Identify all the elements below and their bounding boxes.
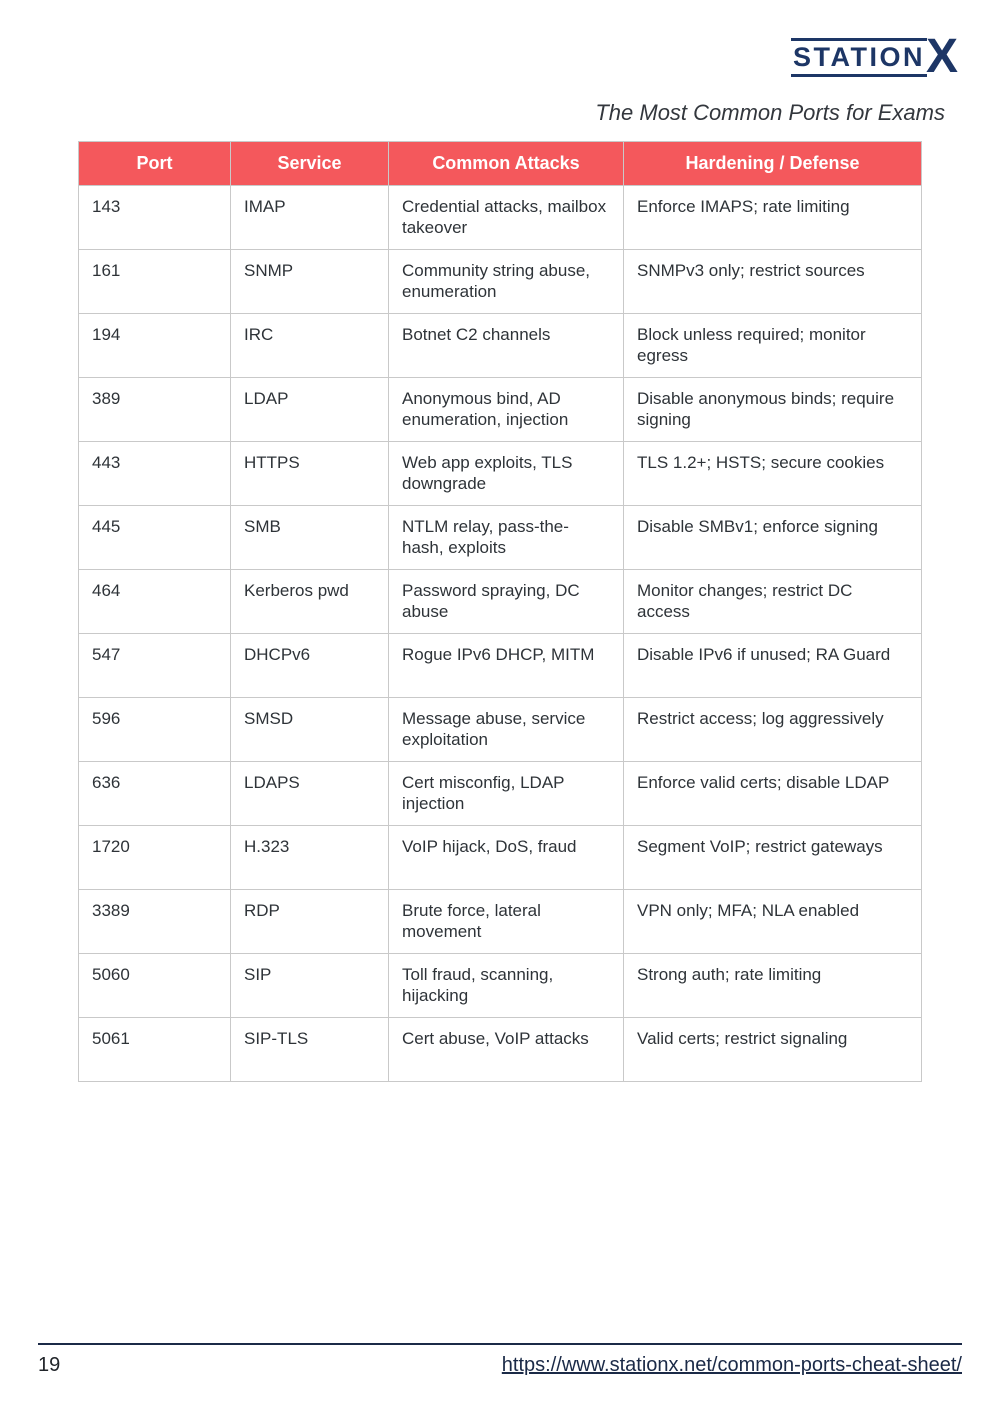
port-cell: 3389: [79, 890, 231, 954]
port-cell: 596: [79, 698, 231, 762]
service-cell: RDP: [231, 890, 389, 954]
attacks-cell: Rogue IPv6 DHCP, MITM: [389, 634, 624, 698]
table-row: [79, 314, 922, 378]
attacks-cell: Anonymous bind, AD enumeration, injection: [389, 378, 624, 442]
page-title: The Most Common Ports for Exams: [595, 100, 945, 125]
port-cell: 464: [79, 570, 231, 634]
attacks-cell: Cert misconfig, LDAP injection: [389, 762, 624, 826]
port-cell: 5061: [79, 1018, 231, 1082]
table-row: [79, 1018, 922, 1082]
defense-cell: Enforce IMAPS; rate limiting: [624, 186, 922, 250]
ports-table: [78, 141, 922, 1082]
table-row: [79, 186, 922, 250]
attacks-cell: Botnet C2 channels: [389, 314, 624, 378]
stationx-logo: [791, 30, 958, 84]
table-row: [79, 698, 922, 762]
attacks-cell: Credential attacks, mailbox takeover: [389, 186, 624, 250]
page-number: 19: [38, 1354, 61, 1376]
attacks-cell: Community string abuse, enumeration: [389, 250, 624, 314]
service-cell: SIP-TLS: [231, 1018, 389, 1082]
table-row: [79, 250, 922, 314]
table-row: [79, 890, 922, 954]
column-header-defense: Hardening / Defense: [624, 142, 922, 186]
port-cell: 636: [79, 762, 231, 826]
column-header-attacks: Common Attacks: [389, 142, 624, 186]
defense-cell: Strong auth; rate limiting: [624, 954, 922, 1018]
table-row: [79, 378, 922, 442]
table-row: [79, 826, 922, 890]
defense-cell: VPN only; MFA; NLA enabled: [624, 890, 922, 954]
table-body: [79, 186, 922, 1082]
defense-cell: Disable anonymous binds; require signing: [624, 378, 922, 442]
attacks-cell: Brute force, lateral movement: [389, 890, 624, 954]
table-row: [79, 634, 922, 698]
page-footer: [38, 1343, 962, 1377]
service-cell: SNMP: [231, 250, 389, 314]
service-cell: SIP: [231, 954, 389, 1018]
port-cell: 194: [79, 314, 231, 378]
port-cell: 5060: [79, 954, 231, 1018]
column-header-service: Service: [231, 142, 389, 186]
defense-cell: Valid certs; restrict signaling: [624, 1018, 922, 1082]
defense-cell: Disable IPv6 if unused; RA Guard: [624, 634, 922, 698]
defense-cell: Monitor changes; restrict DC access: [624, 570, 922, 634]
attacks-cell: Toll fraud, scanning, hijacking: [389, 954, 624, 1018]
service-cell: HTTPS: [231, 442, 389, 506]
port-cell: 143: [79, 186, 231, 250]
service-cell: LDAP: [231, 378, 389, 442]
defense-cell: Segment VoIP; restrict gateways: [624, 826, 922, 890]
table-row: [79, 506, 922, 570]
defense-cell: TLS 1.2+; HSTS; secure cookies: [624, 442, 922, 506]
port-cell: 389: [79, 378, 231, 442]
service-cell: SMB: [231, 506, 389, 570]
logo-text-x: X: [925, 30, 958, 84]
service-cell: IMAP: [231, 186, 389, 250]
port-cell: 445: [79, 506, 231, 570]
service-cell: IRC: [231, 314, 389, 378]
table-header-row: [79, 142, 922, 186]
attacks-cell: VoIP hijack, DoS, fraud: [389, 826, 624, 890]
table-row: [79, 570, 922, 634]
service-cell: H.323: [231, 826, 389, 890]
defense-cell: SNMPv3 only; restrict sources: [624, 250, 922, 314]
port-cell: 547: [79, 634, 231, 698]
port-cell: 1720: [79, 826, 231, 890]
table-row: [79, 442, 922, 506]
attacks-cell: Cert abuse, VoIP attacks: [389, 1018, 624, 1082]
defense-cell: Disable SMBv1; enforce signing: [624, 506, 922, 570]
service-cell: Kerberos pwd: [231, 570, 389, 634]
table-row: [79, 762, 922, 826]
service-cell: SMSD: [231, 698, 389, 762]
attacks-cell: Message abuse, service exploitation: [389, 698, 624, 762]
logo-text-station: STATION: [791, 38, 927, 77]
service-cell: DHCPv6: [231, 634, 389, 698]
defense-cell: Enforce valid certs; disable LDAP: [624, 762, 922, 826]
attacks-cell: Password spraying, DC abuse: [389, 570, 624, 634]
attacks-cell: NTLM relay, pass-the-hash, exploits: [389, 506, 624, 570]
defense-cell: Block unless required; monitor egress: [624, 314, 922, 378]
service-cell: LDAPS: [231, 762, 389, 826]
port-cell: 161: [79, 250, 231, 314]
attacks-cell: Web app exploits, TLS downgrade: [389, 442, 624, 506]
footer-url-link[interactable]: https://www.stationx.net/common-ports-cheat-sheet/: [501, 1354, 962, 1376]
defense-cell: Restrict access; log aggressively: [624, 698, 922, 762]
port-cell: 443: [79, 442, 231, 506]
table-row: [79, 954, 922, 1018]
column-header-port: Port: [79, 142, 231, 186]
